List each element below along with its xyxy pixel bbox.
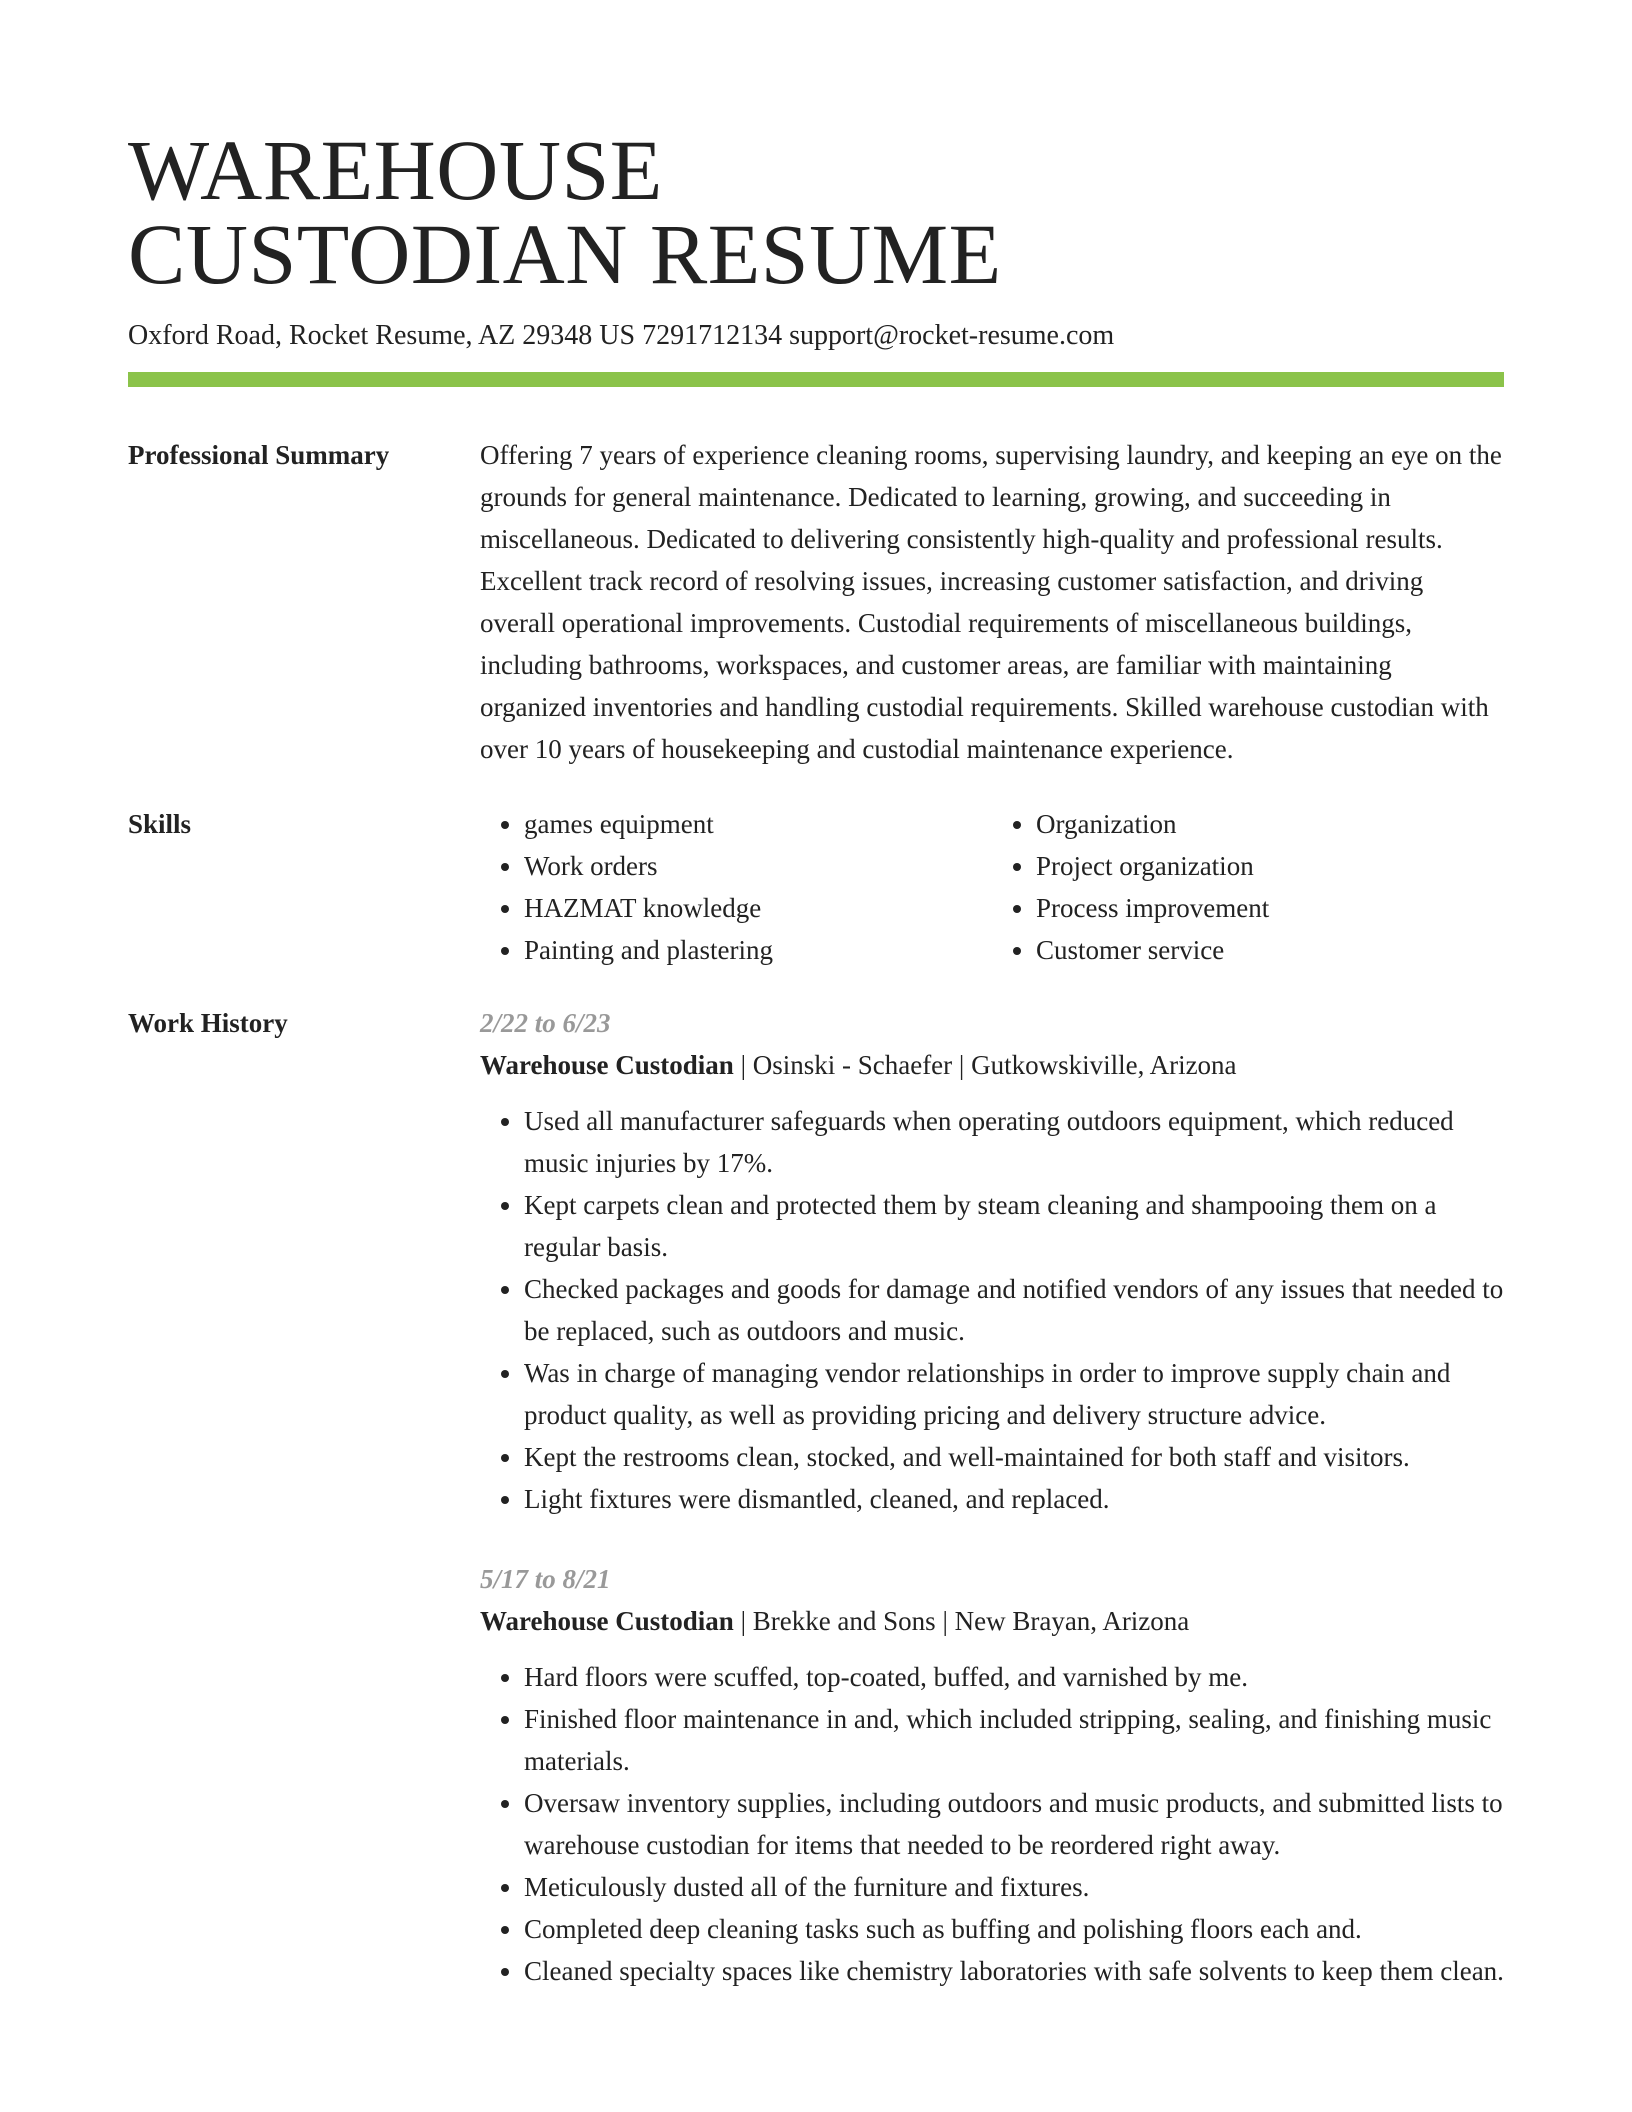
skills-grid — [480, 803, 1504, 971]
job-title: Warehouse Custodian — [480, 1050, 734, 1080]
title-line-2: CUSTODIAN RESUME — [128, 206, 1002, 302]
job-bullet: • Cleaned specialty spaces like chemistry laboratories with safe solvents to keep them clean. — [524, 1950, 1504, 1992]
job-bullet: • Checked packages and goods for damage and notified vendors of any issues that needed to be replaced, such as outdoors and music. — [524, 1268, 1504, 1352]
skill-item: • Process improvement — [1036, 887, 1504, 929]
job-entry — [480, 1558, 1504, 1992]
skills-list-right — [992, 803, 1504, 971]
job-company: Brekke and Sons — [752, 1606, 936, 1636]
job-bullet: • Finished floor maintenance in and, which included stripping, sealing, and finishing music materials. — [524, 1698, 1504, 1782]
accent-divider — [128, 372, 1504, 387]
job-title: Warehouse Custodian — [480, 1606, 734, 1636]
skills-label: Skills — [128, 809, 192, 839]
job-bullet: • Kept the restrooms clean, stocked, and well-maintained for both staff and visitors. — [524, 1436, 1504, 1478]
skill-item: • Work orders — [524, 845, 992, 887]
summary-label: Professional Summary — [128, 440, 390, 470]
skills-list-left — [480, 803, 992, 971]
contact-address: Oxford Road, Rocket Resume, AZ 29348 US — [128, 320, 636, 351]
work-history-label: Work History — [128, 1008, 288, 1038]
job-heading: Warehouse Custodian | Osinski - Schaefer | Gutkowskiville, Arizona — [480, 1050, 1237, 1080]
job-heading: Warehouse Custodian | Brekke and Sons | New Brayan, Arizona — [480, 1606, 1190, 1636]
skill-item: • Customer service — [1036, 929, 1504, 971]
skills-section — [128, 803, 1504, 971]
job-dates: 2/22 to 6/23 — [480, 1008, 611, 1038]
summary-text: Offering 7 years of experience cleaning rooms, supervising laundry, and keeping an eye on the grounds for general maintenance. Dedicated to learning, growing, and succeeding in miscellaneous. Dedicated to delivering consistently high-quality and professional results. Excellent track record of resolving issues, increasing customer satisfaction, and driving overall operational improvements. Custodial requirements of miscellaneous buildings, including bathrooms, workspaces, and customer areas, are familiar with maintaining organized inventories and handling custodial requirements. Skilled warehouse custodian with over 10 years of housekeeping and custodial maintenance experience. — [480, 440, 1502, 764]
job-company: Osinski - Schaefer — [752, 1050, 953, 1080]
job-bullet: • Light fixtures were dismantled, cleaned, and replaced. — [524, 1478, 1504, 1520]
job-bullet: • Hard floors were scuffed, top-coated, buffed, and varnished by me. — [524, 1656, 1504, 1698]
job-bullet: • Completed deep cleaning tasks such as buffing and polishing floors each and. — [524, 1908, 1504, 1950]
job-bullet: • Was in charge of managing vendor relationships in order to improve supply chain and product quality, as well as providing pricing and delivery structure advice. — [524, 1352, 1504, 1436]
job-location: New Brayan, Arizona — [954, 1606, 1190, 1636]
contact-line — [128, 318, 1504, 354]
job-entry — [480, 1002, 1504, 1520]
job-bullet: • Meticulously dusted all of the furniture and fixtures. — [524, 1866, 1504, 1908]
job-bullet: • Oversaw inventory supplies, including outdoors and music products, and submitted lists to warehouse custodian for items that needed to be reordered right away. — [524, 1782, 1504, 1866]
work-history-section — [128, 1002, 1504, 2030]
title-line-1: WAREHOUSE — [128, 122, 663, 218]
skill-item: • games equipment — [524, 803, 992, 845]
job-bullet: • Kept carpets clean and protected them by steam cleaning and shampooing them on a regular basis. — [524, 1184, 1504, 1268]
resume-page — [128, 122, 1504, 2030]
job-bullet-list — [480, 1100, 1504, 1520]
job-bullet: • Used all manufacturer safeguards when operating outdoors equipment, which reduced music injuries by 17%. — [524, 1100, 1504, 1184]
job-location: Gutkowskiville, Arizona — [971, 1050, 1237, 1080]
resume-title — [128, 122, 1504, 302]
skill-item: • Painting and plastering — [524, 929, 992, 971]
contact-email: support@rocket-resume.com — [789, 320, 1115, 351]
job-dates: 5/17 to 8/21 — [480, 1564, 611, 1594]
skill-item: • HAZMAT knowledge — [524, 887, 992, 929]
job-bullet-list — [480, 1656, 1504, 1992]
contact-phone: 7291712134 — [642, 320, 783, 351]
skill-item: • Organization — [1036, 803, 1504, 845]
summary-section — [128, 434, 1504, 770]
skill-item: • Project organization — [1036, 845, 1504, 887]
